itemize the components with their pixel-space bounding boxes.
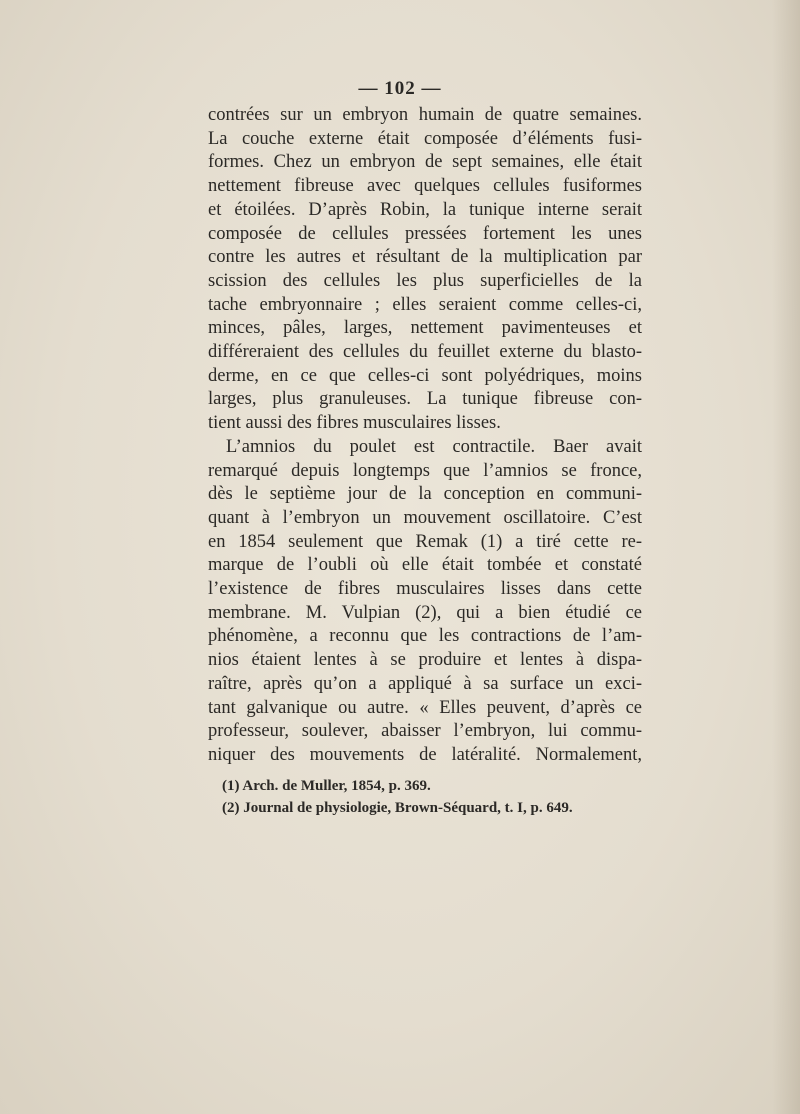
- text-line: dès le septième jour de la conception en communi-: [208, 484, 642, 505]
- text-line: différeraient des cellules du feuillet externe du blasto-: [208, 342, 642, 363]
- text-line: tache embryonnaire ; elles seraient comme celles-ci,: [208, 294, 642, 315]
- text-line: en 1854 seulement que Remak (1) a tiré cette re-: [208, 531, 642, 552]
- body-text: [208, 104, 642, 768]
- text-line: composée de cellules pressées fortement les unes: [208, 223, 642, 244]
- text-line: l’existence de fibres musculaires lisses dans cette: [208, 579, 642, 600]
- text-line: remarqué depuis longtemps que l’amnios se fronce,: [208, 460, 642, 481]
- text-line: contre les autres et résultant de la multiplication par: [208, 247, 642, 268]
- text-line: derme, en ce que celles-ci sont polyédriques, moins: [208, 365, 642, 386]
- text-line: marque de l’oubli où elle était tombée et constaté: [208, 555, 642, 576]
- text-line: quant à l’embryon un mouvement oscillatoire. C’est: [208, 507, 642, 528]
- text-line: nios étaient lentes à se produire et lentes à dispa-: [208, 650, 642, 671]
- text-line: professeur, soulever, abaisser l’embryon, lui commu-: [208, 721, 642, 742]
- footnote-2: (2) Journal de physiologie, Brown-Séquard, t. I, p. 649.: [222, 800, 573, 816]
- text-line: tant galvanique ou autre. « Elles peuvent, d’après ce: [208, 697, 642, 718]
- text-line: nettement fibreuse avec quelques cellules fusiformes: [208, 176, 642, 197]
- text-line: scission des cellules les plus superficielles de la: [208, 270, 642, 291]
- text-line: contrées sur un embryon humain de quatre semaines.: [208, 105, 642, 125]
- page-edge-shadow: [772, 0, 800, 1114]
- text-line: larges, plus granuleuses. La tunique fibreuse con-: [208, 389, 642, 410]
- footnote-1: (1) Arch. de Muller, 1854, p. 369.: [222, 778, 431, 794]
- text-line: phénomène, a reconnu que les contractions de l’am-: [208, 626, 642, 647]
- text-line: La couche externe était composée d’éléments fusi-: [208, 128, 642, 149]
- text-line: raître, après qu’on a appliqué à sa surface un exci-: [208, 673, 642, 694]
- text-line: L’amnios du poulet est contractile. Baer avait: [226, 436, 642, 457]
- text-line: niquer des mouvements de latéralité. Normalement,: [208, 744, 642, 765]
- text-line: tient aussi des fibres musculaires lisses.: [208, 413, 501, 434]
- footnotes: [222, 775, 642, 819]
- page-number: — 102 —: [358, 78, 442, 99]
- text-line: minces, pâles, larges, nettement pavimenteuses et: [208, 318, 642, 339]
- text-line: et étoilées. D’après Robin, la tunique interne serait: [208, 199, 642, 220]
- text-line: formes. Chez un embryon de sept semaines, elle était: [208, 152, 642, 173]
- text-line: membrane. M. Vulpian (2), qui a bien étudié ce: [208, 602, 642, 623]
